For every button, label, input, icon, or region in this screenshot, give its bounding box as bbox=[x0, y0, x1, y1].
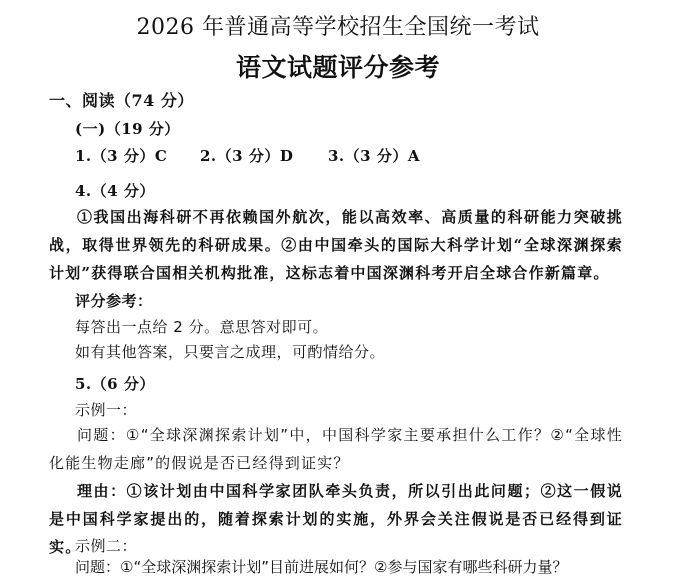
answer-item-2: 2.（3 分）D bbox=[200, 147, 294, 165]
section-heading-reading: 一、阅读（74 分） bbox=[49, 91, 194, 110]
subsection-heading-1: (一)（19 分） bbox=[75, 120, 180, 138]
question-4-heading: 4.（4 分） bbox=[75, 182, 155, 200]
document-title: 语文试题评分参考 bbox=[235, 53, 440, 82]
question-5-heading: 5.（6 分） bbox=[75, 375, 155, 393]
question-4-answer bbox=[49, 203, 623, 287]
answer-item-1: 1.（3 分）C bbox=[75, 147, 168, 165]
question-4-scoring-line-1: 每答出一点给 2 分。意思答对即可。 bbox=[75, 318, 329, 336]
question-4-scoring-label: 评分参考： bbox=[75, 292, 153, 310]
exam-title: 2026 年普通高等学校招生全国统一考试 bbox=[136, 15, 540, 40]
answer-item-3: 3.（3 分）A bbox=[328, 147, 420, 165]
question-5-question bbox=[49, 421, 623, 477]
question-5-reason-text: 理由：①该计划由中国科学家团队牵头负责，所以引出此问题；②这一假说是中国科学家提出的，随着探索计划的实施，外界会关注假说是否已经得到证实。 bbox=[49, 482, 623, 556]
question-5-example-2-question-cutoff: 问题：①“全球深渊探索计划”目前进展如何？②参与国家有哪些科研力量？ bbox=[75, 558, 568, 576]
question-5-example-1-label: 示例一： bbox=[75, 401, 138, 419]
question-5-example-2-label: 示例二： bbox=[75, 537, 138, 555]
question-4-scoring-line-2: 如有其他答案，只要言之成理，可酌情给分。 bbox=[75, 343, 386, 361]
question-4-answer-text: ①我国出海科研不再依赖国外航次，能以高效率、高质量的科研能力突破挑战，取得世界领先的科研成果。②由中国牵头的国际大科学计划“全球深渊探索计划”获得联合国相关机构批准，这标志着中国深渊科考开启全球合作新篇章。 bbox=[49, 208, 623, 282]
question-5-question-text: 问题：①“全球深渊探索计划”中，中国科学家主要承担什么工作？②“全球性化能生物走廊”的假说是否已经得到证实？ bbox=[49, 426, 623, 472]
